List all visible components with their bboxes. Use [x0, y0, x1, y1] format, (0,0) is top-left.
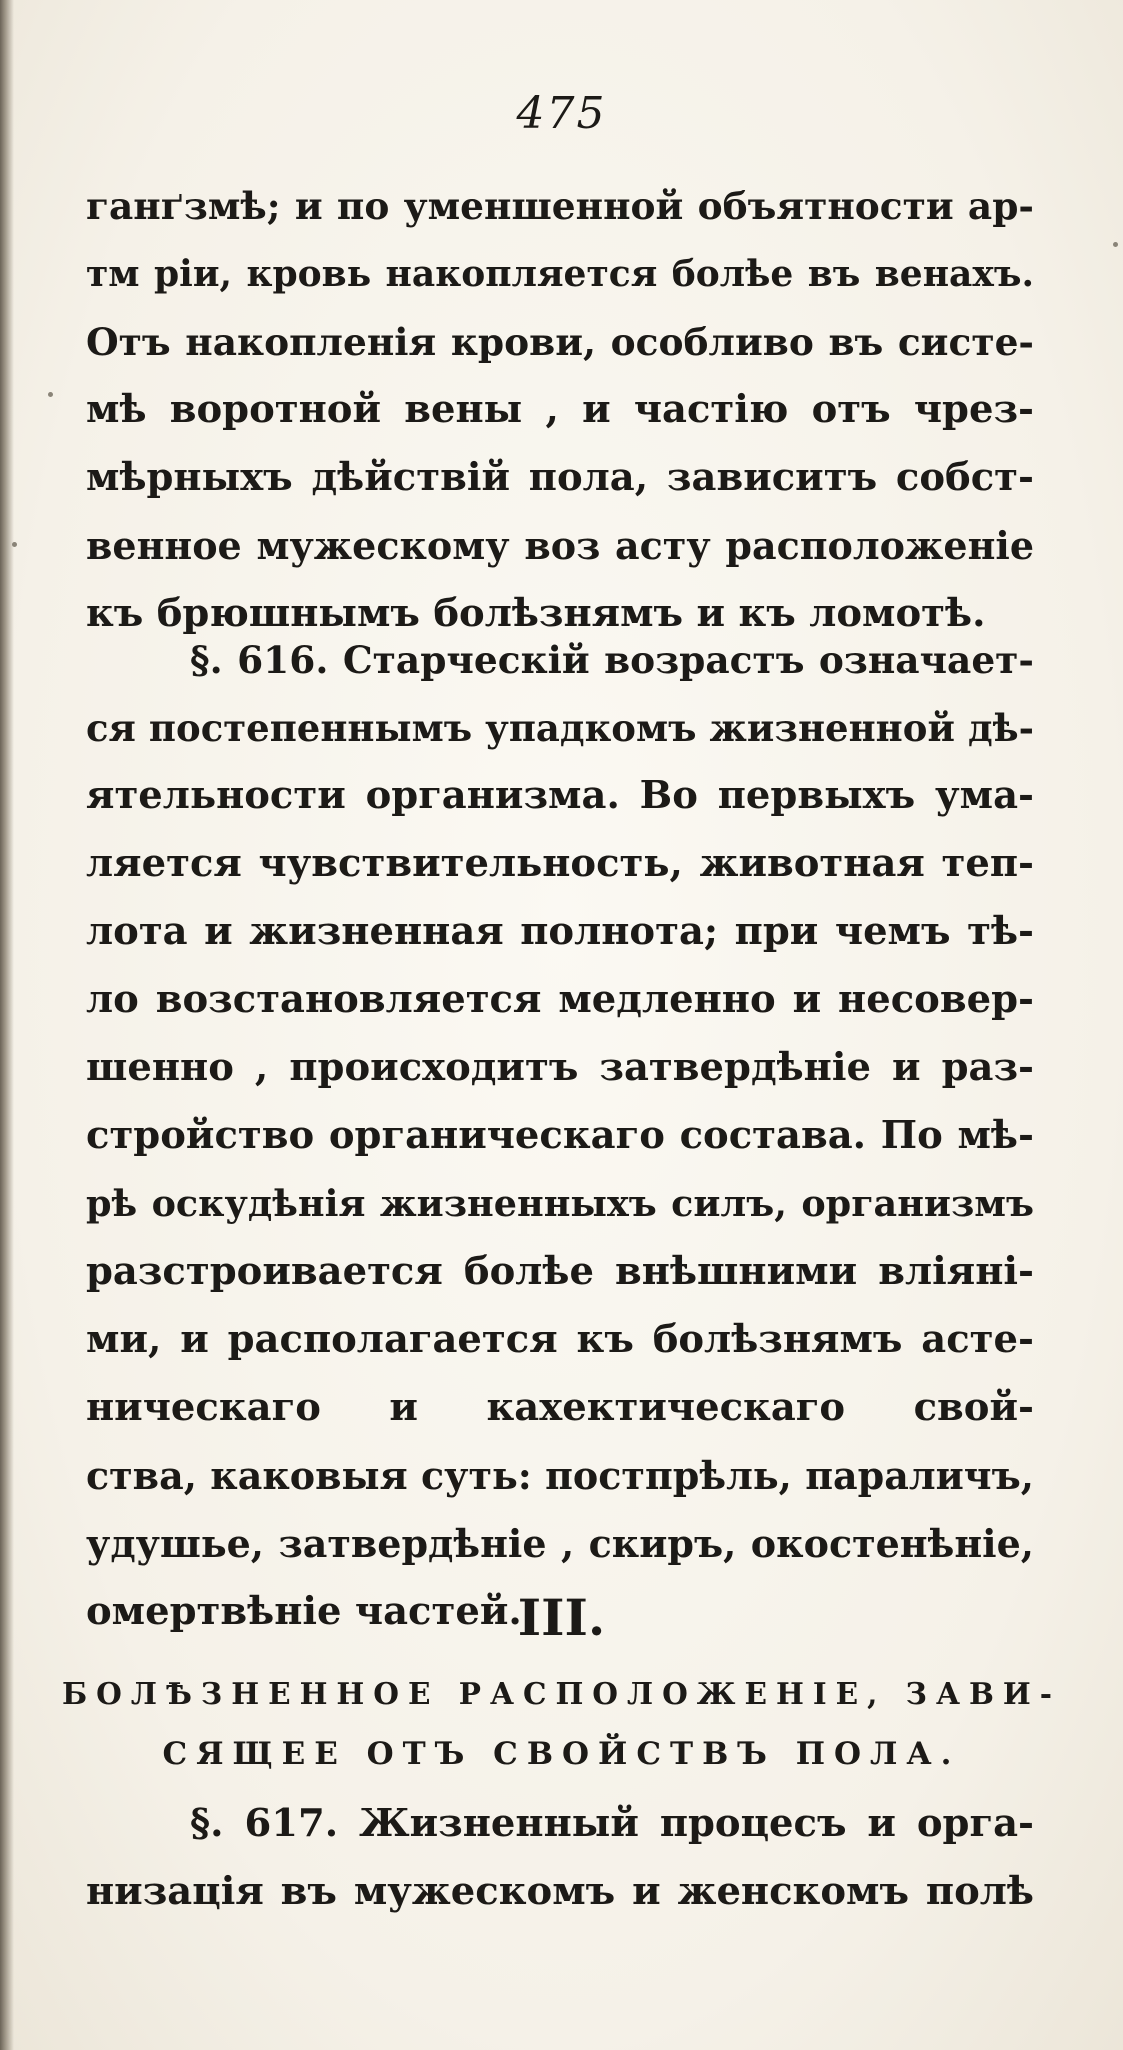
text-line: мѣ воротной вены , и частію отъ чрез- [86, 387, 1034, 432]
paragraph-617 [86, 1790, 1034, 1926]
text-line: Отъ накопленія крови, особливо въ систе- [86, 320, 1034, 364]
text-line: ства, каковыя суть: постпрѣль, параличъ, [86, 1453, 1034, 1498]
text-line: ся постепеннымъ упадкомъ жизненной дѣ- [86, 706, 1034, 750]
text-line: мѣрныхъ дѣйствій пола, зависитъ собст- [86, 455, 1034, 500]
text-line: омертвѣніе частей. [86, 1589, 522, 1634]
paper-speck [48, 392, 53, 397]
section-heading-line: БОЛѢЗНЕННОЕ РАСПОЛОЖЕНІЕ, ЗАВИ- [61, 1676, 1062, 1711]
text-line: ми, и располагается къ болѣзнямъ асте- [86, 1317, 1034, 1362]
text-line: стройство органическаго состава. По мѣ- [86, 1113, 1034, 1158]
paper-speck [1113, 242, 1118, 247]
text-line: ганґзмѣ; и по уменшенной объятности ар- [86, 184, 1034, 228]
page-number: 475 [516, 88, 607, 139]
text-line: низація въ мужескомъ и женскомъ полѣ [86, 1869, 1034, 1914]
text-line: §. 617. Жизненный процесъ и орга- [190, 1801, 1034, 1846]
text-line: ляется чувствительность, животная теп- [86, 841, 1034, 886]
text-line: ятельности организма. Во первыхъ ума- [86, 773, 1034, 818]
text-line: лота и жизненная полнота; при чемъ тѣ- [86, 909, 1034, 954]
page-spine-shadow [0, 0, 14, 2050]
text-line: рѣ оскудѣнія жизненныхъ силъ, организмъ [86, 1182, 1034, 1225]
section-numeral: III. [517, 1588, 606, 1647]
paragraph-continuation [86, 172, 1034, 648]
section-heading-line: СЯЩЕЕ ОТЪ СВОЙСТВЪ ПОЛА. [162, 1736, 961, 1772]
paper-speck [12, 542, 17, 547]
text-line: удушье, затвердѣніе , скиръ, окостенѣніе, [86, 1521, 1034, 1566]
text-line: ло возстановляется медленно и несовер- [86, 977, 1034, 1022]
text-line: венное мужескому воз асту расположеніе [86, 523, 1034, 568]
text-line: разстроивается болѣе внѣшними вліяні- [86, 1249, 1034, 1294]
text-line: къ брюшнымъ болѣзнямъ и къ ломотѣ. [86, 591, 986, 636]
text-line: тм ріи, кровь накопляется болѣе въ венахъ. [86, 253, 1034, 295]
text-line: §. 616. Старческій возрастъ означает- [190, 638, 1034, 682]
text-line: шенно , происходитъ затвердѣніе и раз- [86, 1045, 1034, 1090]
paragraph-616 [86, 626, 1034, 1646]
text-line: ническаго и кахектическаго свой- [86, 1385, 1034, 1430]
